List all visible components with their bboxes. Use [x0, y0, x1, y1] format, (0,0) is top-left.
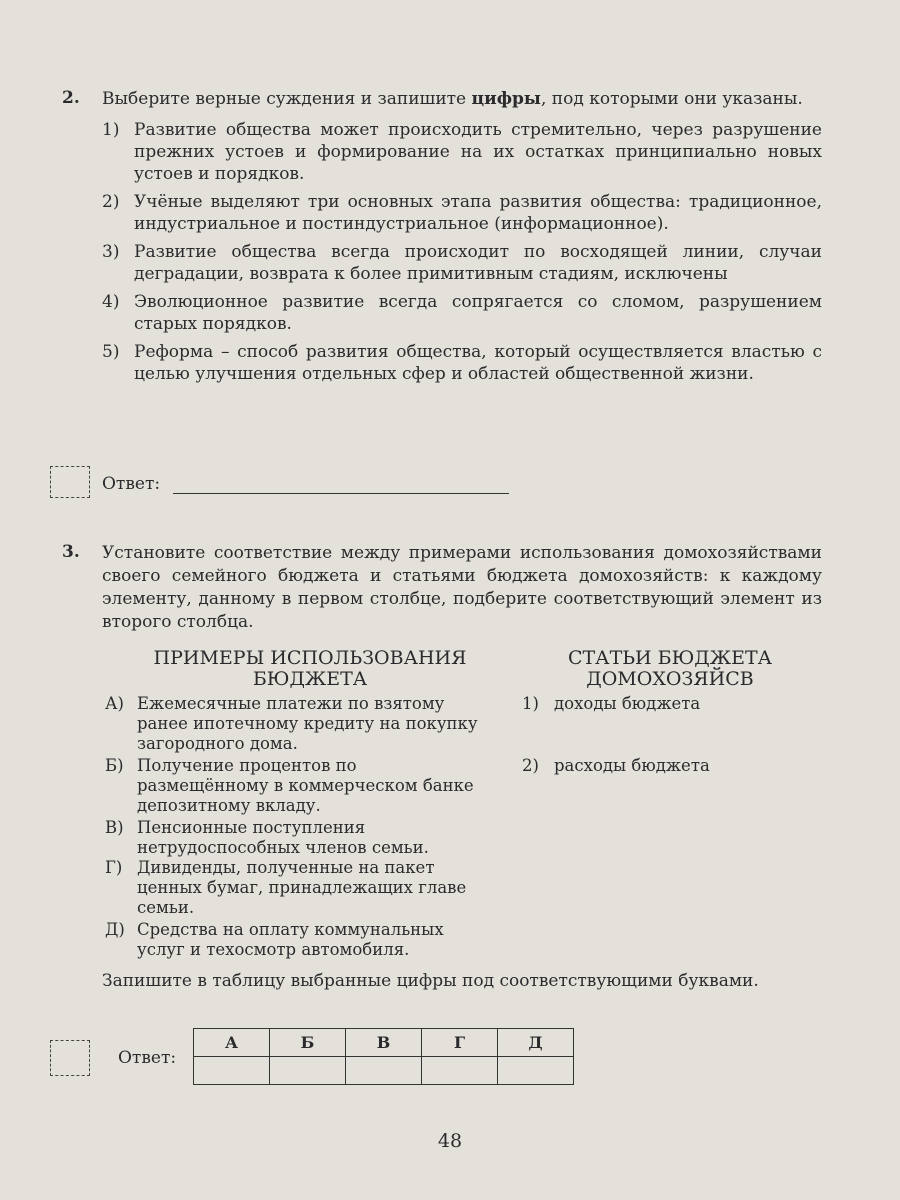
- task-2-question-bold: цифры: [471, 89, 541, 109]
- option-number: 2): [522, 756, 539, 775]
- example-text: Ежемесячные платежи по взятому ранее ипотечному кредиту на покупку загородного дома.: [137, 694, 478, 753]
- answer-table: [193, 1028, 574, 1085]
- statement-number: 2): [102, 192, 120, 212]
- answer-cell-a[interactable]: [194, 1057, 270, 1085]
- answer-header-e: Д: [498, 1029, 574, 1057]
- statement-number: 3): [102, 242, 120, 262]
- task-2-answer-label: Ответ:: [102, 474, 161, 494]
- task-2-question: [102, 88, 822, 111]
- right-header-line-2: ДОМОХОЗЯЙСВ: [586, 668, 754, 690]
- task-3-question: Установите соответствие между примерами использования домохозяйствами своего семейного бюджета и статьями бюджета домохозяйств: к каждому элементу, данному в первом столбце, подберите соответствующий элемент из второго столбца.: [102, 543, 822, 632]
- task-3: [62, 542, 822, 634]
- answer-cell-b[interactable]: [270, 1057, 346, 1085]
- option-text: доходы бюджета: [554, 694, 701, 713]
- option-2: [522, 756, 710, 775]
- task-3-instruction: Запишите в таблицу выбранные цифры под соответствующими буквами.: [102, 971, 759, 991]
- example-letter: Б): [105, 756, 124, 775]
- left-header-line-1: ПРИМЕРЫ ИСПОЛЬЗОВАНИЯ: [153, 647, 467, 669]
- example-letter: В): [105, 818, 124, 837]
- task-2-question-end: , под которыми они указаны.: [540, 89, 803, 109]
- task-2-question-start: Выберите верные суждения и запишите: [102, 89, 472, 109]
- statement-3: [102, 241, 822, 285]
- example-letter: Г): [105, 858, 123, 877]
- option-1: [522, 694, 700, 713]
- answer-header-c: В: [346, 1029, 422, 1057]
- statement-number: 5): [102, 342, 120, 362]
- answer-header-b: Б: [270, 1029, 346, 1057]
- statement-number: 1): [102, 120, 120, 140]
- statement-2: [102, 191, 822, 235]
- example-b: [105, 756, 490, 816]
- right-column-header: [540, 648, 800, 690]
- left-header-line-2: БЮДЖЕТА: [252, 668, 368, 690]
- example-e: [105, 920, 490, 960]
- option-text: расходы бюджета: [554, 756, 710, 775]
- answer-header-d: Г: [422, 1029, 498, 1057]
- page-number: 48: [437, 1130, 463, 1152]
- statement-5: [102, 341, 822, 385]
- statement-1: [102, 119, 822, 185]
- statement-text: Учёные выделяют три основных этапа развития общества: традиционное, индустриальное и постиндустриальное (информационное).: [134, 192, 822, 234]
- task-3-score-box[interactable]: [50, 1040, 90, 1076]
- example-d: [105, 858, 490, 918]
- task-2-score-box[interactable]: [50, 466, 90, 498]
- statement-text: Реформа – способ развития общества, который осуществляется властью с целью улучшения отдельных сфер и областей общественной жизни.: [134, 342, 822, 384]
- answer-cell-d[interactable]: [422, 1057, 498, 1085]
- answer-cell-c[interactable]: [346, 1057, 422, 1085]
- task-2-number: 2.: [62, 88, 80, 108]
- right-header-line-1: СТАТЬИ БЮДЖЕТА: [567, 647, 773, 669]
- task-2-answer-field[interactable]: [173, 493, 509, 494]
- answer-cell-e[interactable]: [498, 1057, 574, 1085]
- task-3-answer-label: Ответ:: [118, 1048, 177, 1068]
- task-2: [62, 88, 822, 391]
- statement-text: Развитие общества может происходить стремительно, через разрушение прежних устоев и формирование на их остатках принципиально новых устоев и порядков.: [134, 120, 822, 184]
- example-letter: А): [105, 694, 124, 713]
- statement-text: Развитие общества всегда происходит по восходящей линии, случаи деградации, возврата к более примитивным стадиям, исключены: [134, 242, 822, 284]
- left-column-header: [140, 648, 480, 690]
- option-number: 1): [522, 694, 539, 713]
- answer-table-input-row: [194, 1057, 574, 1085]
- example-text: Средства на оплату коммунальных услуг и техосмотр автомобиля.: [137, 920, 444, 959]
- example-c: [105, 818, 490, 858]
- example-text: Дивиденды, полученные на пакет ценных бумаг, принадлежащих главе семьи.: [137, 858, 467, 917]
- statement-text: Эволюционное развитие всегда сопрягается со сломом, разрушением старых порядков.: [134, 292, 822, 334]
- answer-header-a: А: [194, 1029, 270, 1057]
- statement-number: 4): [102, 292, 120, 312]
- answer-table-header-row: [194, 1029, 574, 1057]
- example-text: Пенсионные поступления нетрудоспособных членов семьи.: [137, 818, 429, 857]
- example-letter: Д): [105, 920, 125, 939]
- task-3-number: 3.: [62, 542, 80, 562]
- statement-4: [102, 291, 822, 335]
- task-2-statements: [102, 119, 822, 385]
- example-a: [105, 694, 490, 754]
- example-text: Получение процентов по размещённому в коммерческом банке депозитному вкладу.: [137, 756, 474, 815]
